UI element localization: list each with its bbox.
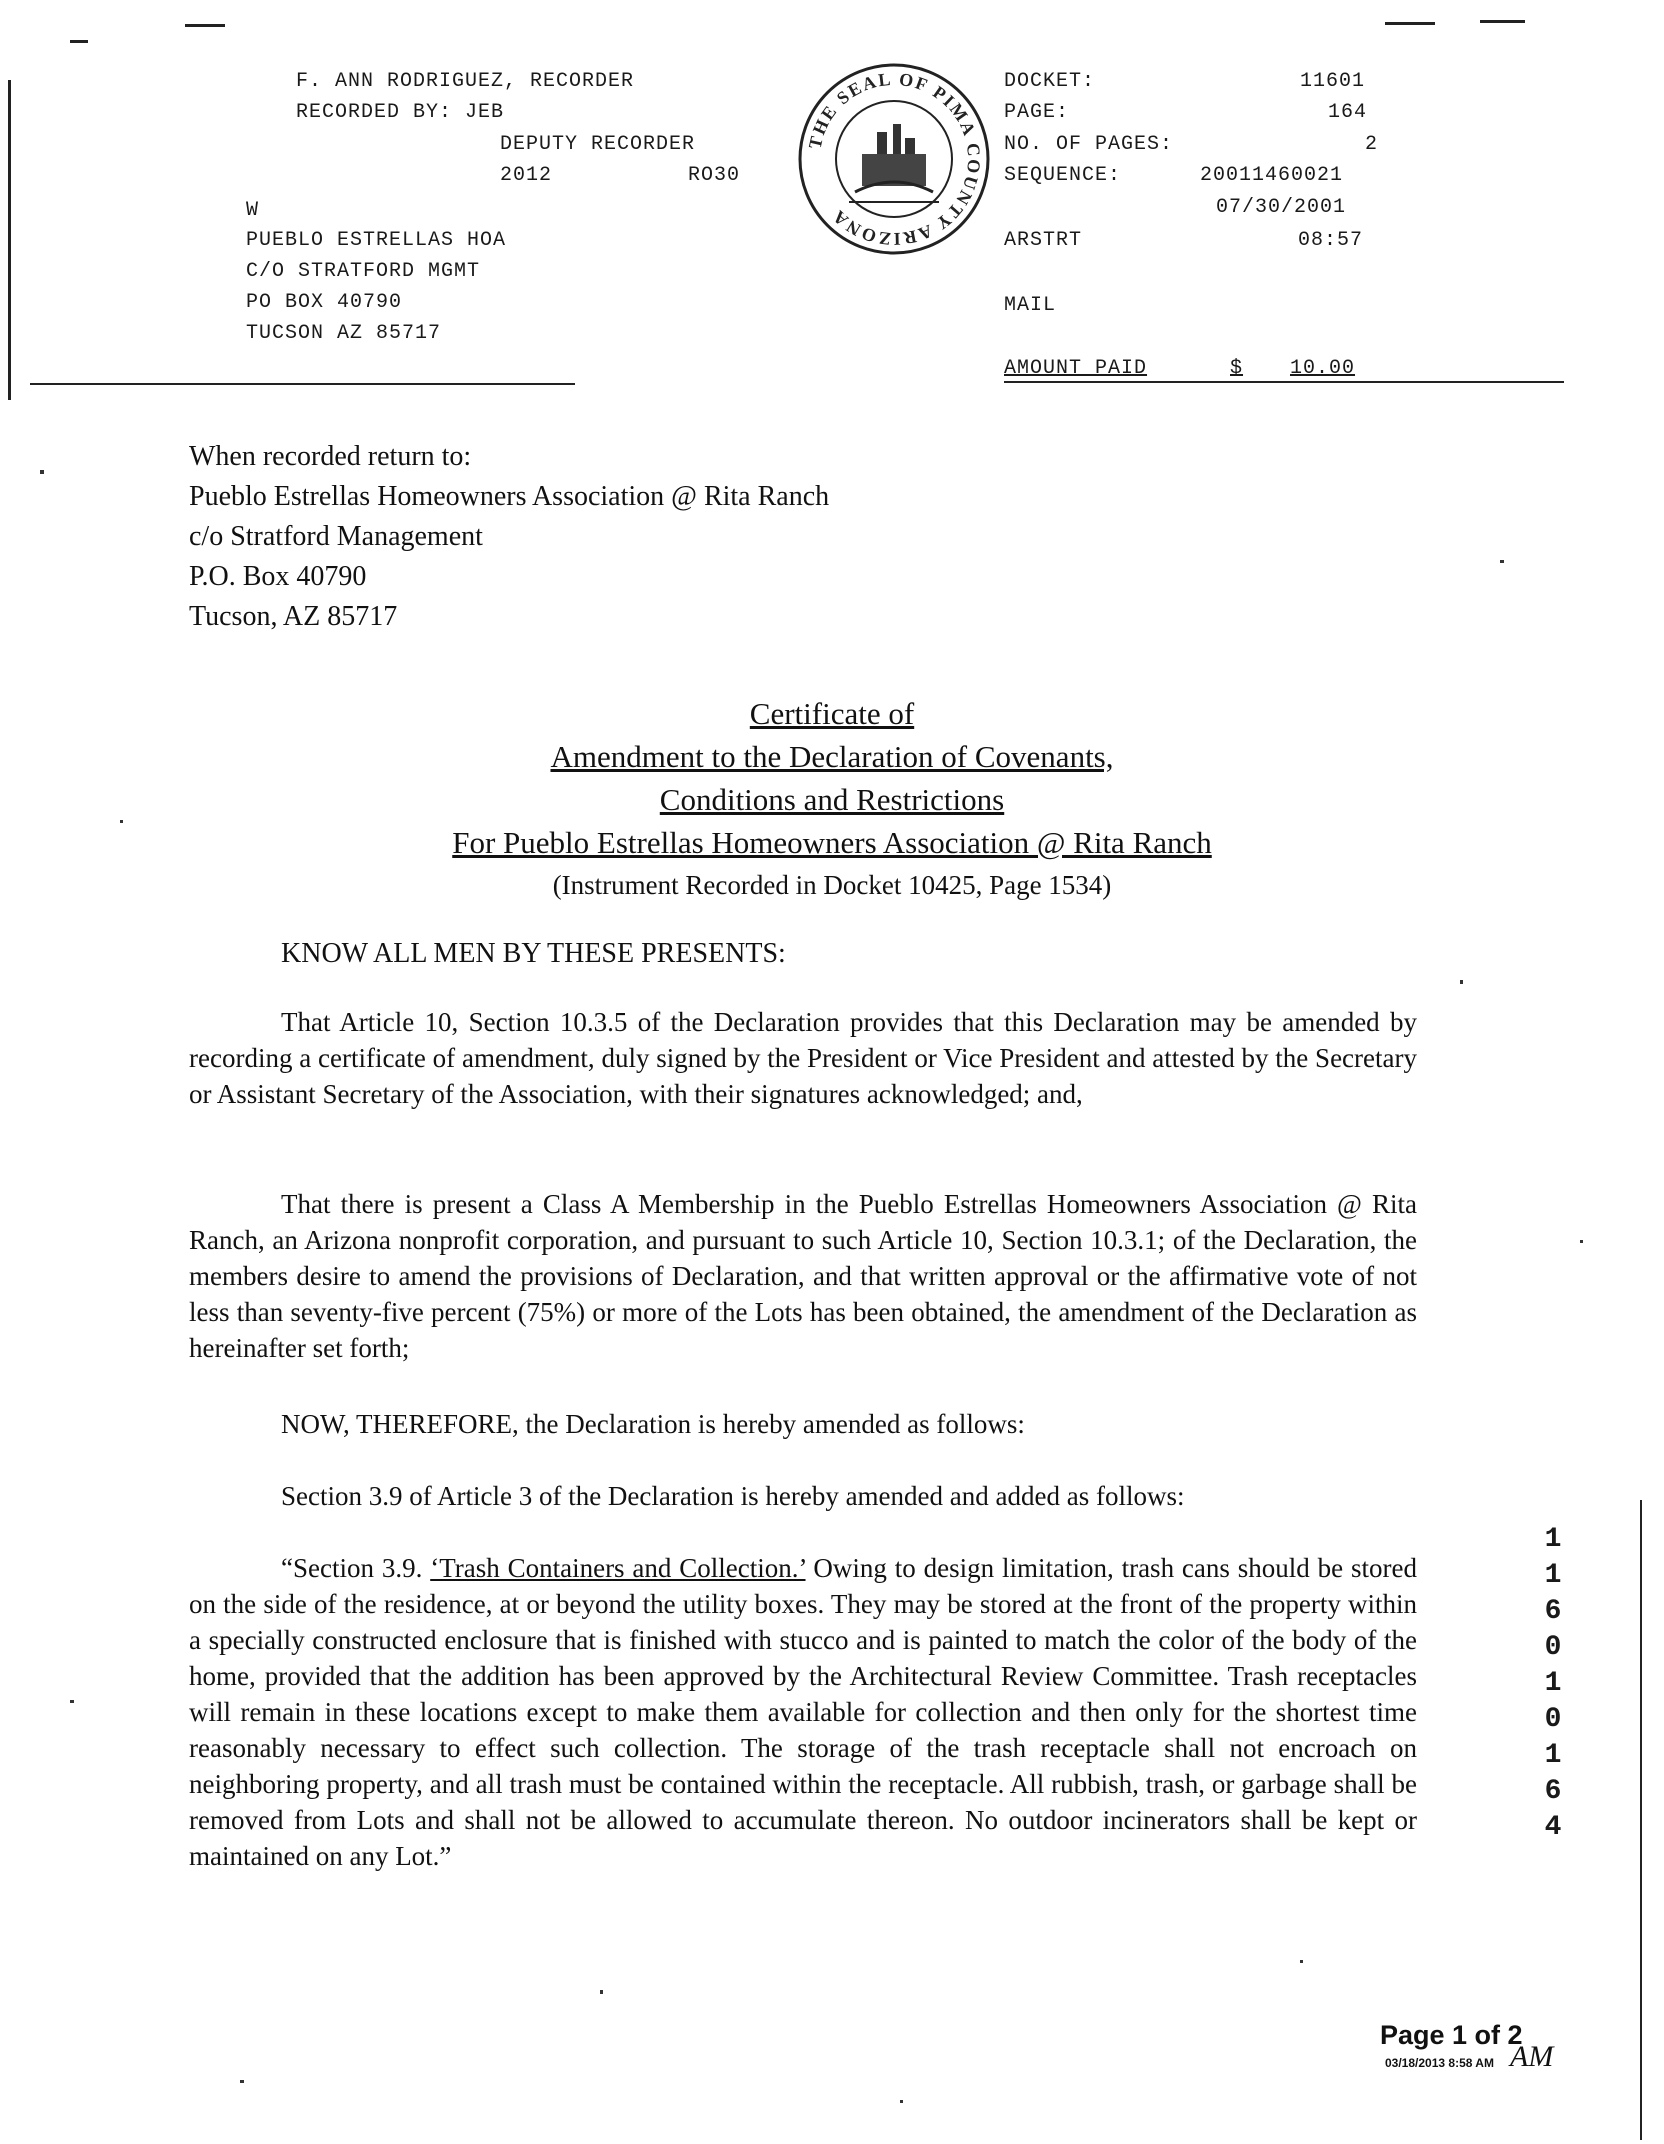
recorded-time: 08:57 <box>1298 229 1364 252</box>
amount-currency: $ <box>1230 357 1244 380</box>
scan-mark <box>1480 20 1525 23</box>
pima-county-seal <box>797 62 991 256</box>
return-to-block <box>189 437 829 637</box>
handwritten-initials: AM <box>1510 2040 1554 2073</box>
page-value: 164 <box>1328 101 1368 124</box>
scan-mark <box>8 80 11 400</box>
page-number: Page 1 of 2 <box>1380 2020 1523 2050</box>
scan-speck <box>1300 1960 1303 1963</box>
return-line: Tucson, AZ 85717 <box>189 601 398 632</box>
scan-speck <box>1580 1240 1583 1243</box>
stamp-digit: 0 <box>1544 1632 1562 1663</box>
return-line: P.O. Box 40790 <box>189 561 367 592</box>
section-paragraph <box>189 1550 1417 1874</box>
scan-mark <box>1385 22 1435 25</box>
section-number: “Section 3.9. <box>281 1553 431 1583</box>
paragraph-text: That Article 10, Section 10.3.5 of the Declaration provides that this Declaration may be amended by recording a certificate of amendment, duly signed by the President or Vice President and attested by the Secretary or Assistant Secretary of the Association, with their signatures acknowledged; and, <box>189 1007 1417 1109</box>
header-divider <box>1004 381 1564 383</box>
svg-text:THE SEAL OF PIMA COUNTY ARIZON: THE SEAL OF PIMA COUNTY ARIZONA <box>804 68 985 250</box>
scan-speck <box>600 1990 603 1994</box>
recording-code: RO30 <box>688 164 741 187</box>
now-therefore: NOW, THEREFORE, the Declaration is hereby amended as follows: <box>281 1409 1025 1439</box>
scan-speck <box>40 470 44 474</box>
instrument-reference: (Instrument Recorded in Docket 10425, Page 1534) <box>552 870 1112 900</box>
scan-speck <box>1460 980 1463 984</box>
mail-label: MAIL <box>1004 294 1057 317</box>
stamp-digit: 1 <box>1544 1668 1562 1699</box>
scan-mark <box>70 40 88 43</box>
docket-side-stamp <box>1540 1522 1566 1846</box>
recorder-name: F. ANN RODRIGUEZ, RECORDER <box>296 70 635 93</box>
section-title: ‘Trash Containers and Collection.’ <box>430 1553 806 1583</box>
return-line: Pueblo Estrellas Homeowners Association @ Rita Ranch <box>189 481 830 512</box>
scan-mark <box>1640 1500 1642 2140</box>
scan-speck <box>120 820 123 823</box>
scan-speck <box>240 2080 244 2083</box>
stamp-digit: 6 <box>1544 1776 1562 1807</box>
arstrt-label: ARSTRT <box>1004 229 1083 252</box>
pages-label: NO. OF PAGES: <box>1004 133 1174 156</box>
amount-label: AMOUNT PAID <box>1004 357 1148 380</box>
docket-value: 11601 <box>1300 70 1366 93</box>
stamp-digit: 1 <box>1544 1740 1562 1771</box>
deputy-recorder: DEPUTY RECORDER <box>500 133 696 156</box>
scan-speck <box>1500 560 1504 563</box>
addressee-line: C/O STRATFORD MGMT <box>246 260 481 283</box>
stamp-digit: 6 <box>1544 1596 1562 1627</box>
know-all-heading: KNOW ALL MEN BY THESE PRESENTS: <box>281 938 786 969</box>
pages-value: 2 <box>1365 133 1379 156</box>
addressee-line: PUEBLO ESTRELLAS HOA <box>246 229 507 252</box>
paragraph-membership <box>189 1186 1417 1366</box>
amount-value: 10.00 <box>1290 357 1356 380</box>
section-intro: Section 3.9 of Article 3 of the Declaration is hereby amended and added as follows: <box>281 1481 1185 1511</box>
recording-year: 2012 <box>500 164 553 187</box>
return-line: c/o Stratford Management <box>189 521 483 552</box>
print-timestamp: 03/18/2013 8:58 AM <box>1385 2056 1494 2070</box>
stamp-digit: 0 <box>1544 1704 1562 1735</box>
stamp-digit: 1 <box>1544 1560 1562 1591</box>
stamp-digit: 1 <box>1544 1524 1562 1555</box>
title-line: Certificate of <box>749 696 915 731</box>
paragraph-article-10 <box>189 1004 1417 1112</box>
addressee-line: PO BOX 40790 <box>246 291 403 314</box>
certificate-title <box>0 692 1664 907</box>
return-heading: When recorded return to: <box>189 441 472 472</box>
section-3-9 <box>189 1550 1417 1874</box>
paragraph-text: That there is present a Class A Membership in the Pueblo Estrellas Homeowners Association @ Rita Ranch, an Arizona nonprofit corporation, and pursuant to such Article 10, Section 10.3.1; of the Declaration, the members desire to amend the provisions of Declaration, and that written approval or the affirmative vote of not less than seventy-five percent (75%) or more of the Lots has been obtained, the amendment of the Declaration as hereinafter set forth; <box>189 1189 1417 1363</box>
recorded-by: RECORDED BY: JEB <box>296 101 505 124</box>
scan-speck <box>900 2100 903 2103</box>
sequence-value: 20011460021 <box>1200 164 1344 187</box>
scan-speck <box>70 1700 74 1703</box>
mail-type: W <box>246 199 260 222</box>
title-line: For Pueblo Estrellas Homeowners Association @ Rita Ranch <box>452 825 1212 860</box>
recorded-date: 07/30/2001 <box>1216 196 1347 219</box>
docket-label: DOCKET: <box>1004 70 1096 93</box>
section-text: Owing to design limitation, trash cans should be stored on the side of the residence, at or beyond the utility boxes. They may be stored at the front of the property within a specially constructed enclosure that is finished with stucco and is painted to match the color of the body of the home, provided that the addition has been approved by the Architectural Review Committee. Trash receptacles will remain in these locations except to make them available for collection and then only for the shortest time reasonably necessary to effect such collection. The storage of the trash receptacle shall not encroach on neighboring property, and all trash must be contained within the receptacle. All rubbish, trash, or garbage shall be removed from Lots and shall not be allowed to accumulate thereon. No outdoor incinerators shall be kept or maintained on any Lot.” <box>189 1553 1417 1871</box>
header-divider <box>30 383 575 385</box>
page-label: PAGE: <box>1004 101 1070 124</box>
sequence-label: SEQUENCE: <box>1004 164 1122 187</box>
addressee-line: TUCSON AZ 85717 <box>246 322 442 345</box>
title-line: Conditions and Restrictions <box>659 782 1005 817</box>
scan-mark <box>185 24 225 27</box>
stamp-digit: 4 <box>1544 1812 1562 1843</box>
title-line: Amendment to the Declaration of Covenants, <box>550 739 1114 774</box>
